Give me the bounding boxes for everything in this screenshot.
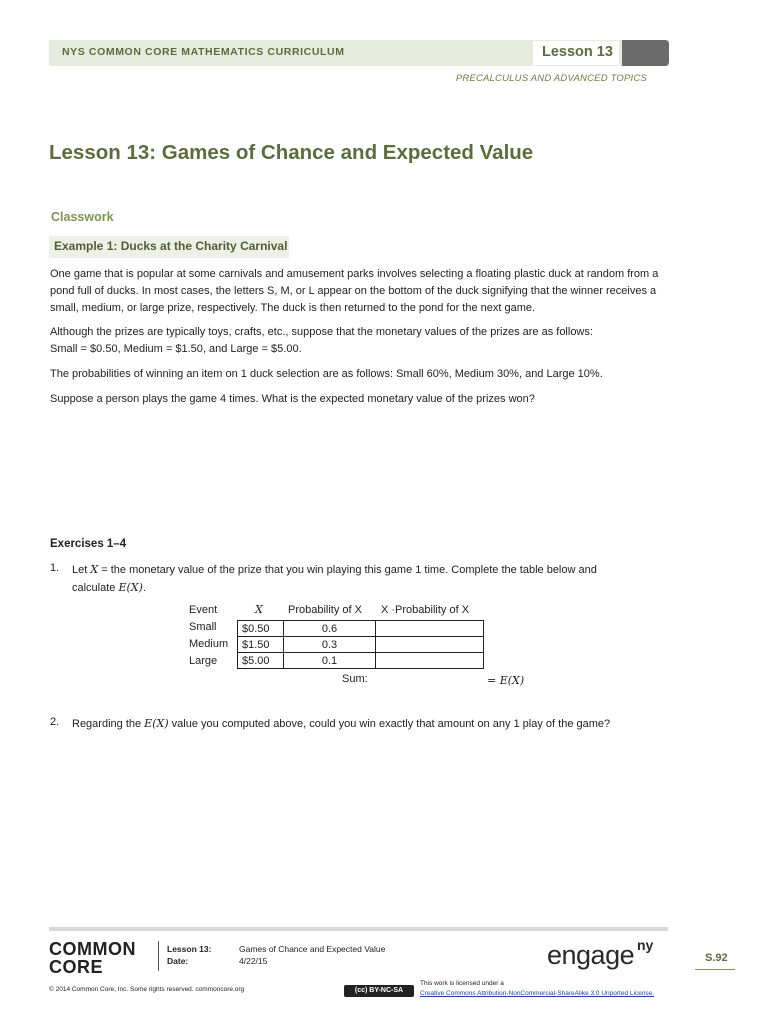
common-core-logo-line2: CORE (49, 957, 104, 977)
p-cell: 0.1 (284, 653, 376, 669)
probability-table (237, 620, 484, 669)
table-header-event: Event (189, 604, 218, 616)
curriculum-label: NYS COMMON CORE MATHEMATICS CURRICULUM (62, 46, 345, 58)
course-label: PRECALCULUS AND ADVANCED TOPICS (455, 73, 647, 84)
page-number: S.92 (705, 952, 728, 964)
exercise-1-line1 (72, 561, 672, 579)
exercises-heading: Exercises 1–4 (50, 538, 127, 550)
lesson-label: Lesson 13 (542, 44, 613, 60)
table-header-x: X (255, 603, 263, 616)
paragraph-text: Although the prizes are typically toys, crafts, etc., suppose that the monetary values of the prizes are as follows: (50, 326, 593, 338)
exercise-1-number: 1. (50, 562, 60, 574)
engageny-logo-sup: ny (637, 937, 654, 953)
x-cell: $5.00 (238, 653, 284, 669)
header-tab (622, 40, 669, 66)
xp-cell[interactable] (376, 637, 484, 653)
paragraph-text: The probabilities of winning an item on 1 duck selection are as follows: Small 60%, Medium 30%, and Large 10%. (50, 368, 603, 380)
text-span: value you computed above, could you win exactly that amount on any 1 play of the game? (168, 718, 611, 730)
text-span: calculate (72, 582, 119, 594)
math-expr: E(X) (118, 581, 143, 594)
paragraph-text: Small = $0.50, Medium = $1.50, and Large = $5.00. (50, 343, 302, 355)
p-cell: 0.6 (284, 621, 376, 637)
math-var: X (90, 563, 99, 576)
footer-rule (49, 927, 668, 931)
table-row (238, 637, 484, 653)
x-cell: $0.50 (238, 621, 284, 637)
example-title: Example 1: Ducks at the Charity Carnival (54, 239, 288, 253)
footer-lesson-value: Games of Chance and Expected Value (239, 944, 386, 954)
exercise-1-line2 (72, 579, 672, 597)
row-label-large: Large (189, 655, 218, 667)
footer-date-value: 4/22/15 (239, 956, 268, 966)
classwork-heading: Classwork (51, 210, 114, 224)
row-label-small: Small (189, 621, 217, 633)
xp-cell[interactable] (376, 653, 484, 669)
footer-divider (158, 941, 159, 971)
page-number-underline (695, 969, 735, 970)
xp-cell[interactable] (376, 621, 484, 637)
paragraph-text: Suppose a person plays the game 4 times. What is the expected monetary value of the prizes won? (50, 393, 535, 405)
table-row (238, 621, 484, 637)
table-header-x-times-probability: X ·Probability of X (381, 604, 470, 616)
table-row (238, 653, 484, 669)
example-paragraph-4 (50, 391, 680, 408)
cc-license-badge: (cc) BY-NC-SA (344, 985, 414, 997)
table-header-probability: Probability of X (288, 604, 362, 616)
example-paragraph-3 (50, 366, 680, 383)
engageny-logo: engage (547, 940, 635, 970)
license-text: This work is licensed under a (420, 980, 504, 987)
footer-date-label: Date: (167, 956, 189, 966)
exercise-2-number: 2. (50, 716, 60, 728)
x-cell: $1.50 (238, 637, 284, 653)
example-paragraph-2 (50, 324, 680, 358)
page-title: Lesson 13: Games of Chance and Expected Value (49, 141, 534, 164)
sum-label: Sum: (342, 673, 368, 685)
footer-lesson-label: Lesson 13: (167, 944, 212, 954)
copyright-text: © 2014 Common Core, Inc. Some rights reserved. commoncore.org (49, 986, 245, 993)
exercise-2-text (72, 715, 672, 733)
text-span: . (142, 582, 146, 594)
example-paragraph-1 (50, 266, 680, 317)
text-span: Let (72, 564, 91, 576)
paragraph-text: One game that is popular at some carnivals and amusement parks involves selecting a floating plastic duck at random from a pond full of ducks. In most cases, the letters S, M, or L appear on the bottom of the duck signifying that the winner receives a small, medium, or large prize, respectively. The duck is then returned to the pond for the next game. (50, 268, 659, 314)
math-expr: E(X) (144, 717, 169, 730)
license-link[interactable]: Creative Commons Attribution-NonCommercial-ShareAlike 3.0 Unported License. (420, 990, 655, 997)
text-span: Regarding the (72, 718, 145, 730)
exercise-1-text (72, 561, 672, 597)
expected-value-label: = E(X) (487, 674, 525, 687)
common-core-logo-line1: COMMON (49, 939, 136, 959)
row-label-medium: Medium (189, 638, 229, 650)
text-span: = the monetary value of the prize that you win playing this game 1 time. Complete the table below and (98, 564, 597, 576)
p-cell: 0.3 (284, 637, 376, 653)
